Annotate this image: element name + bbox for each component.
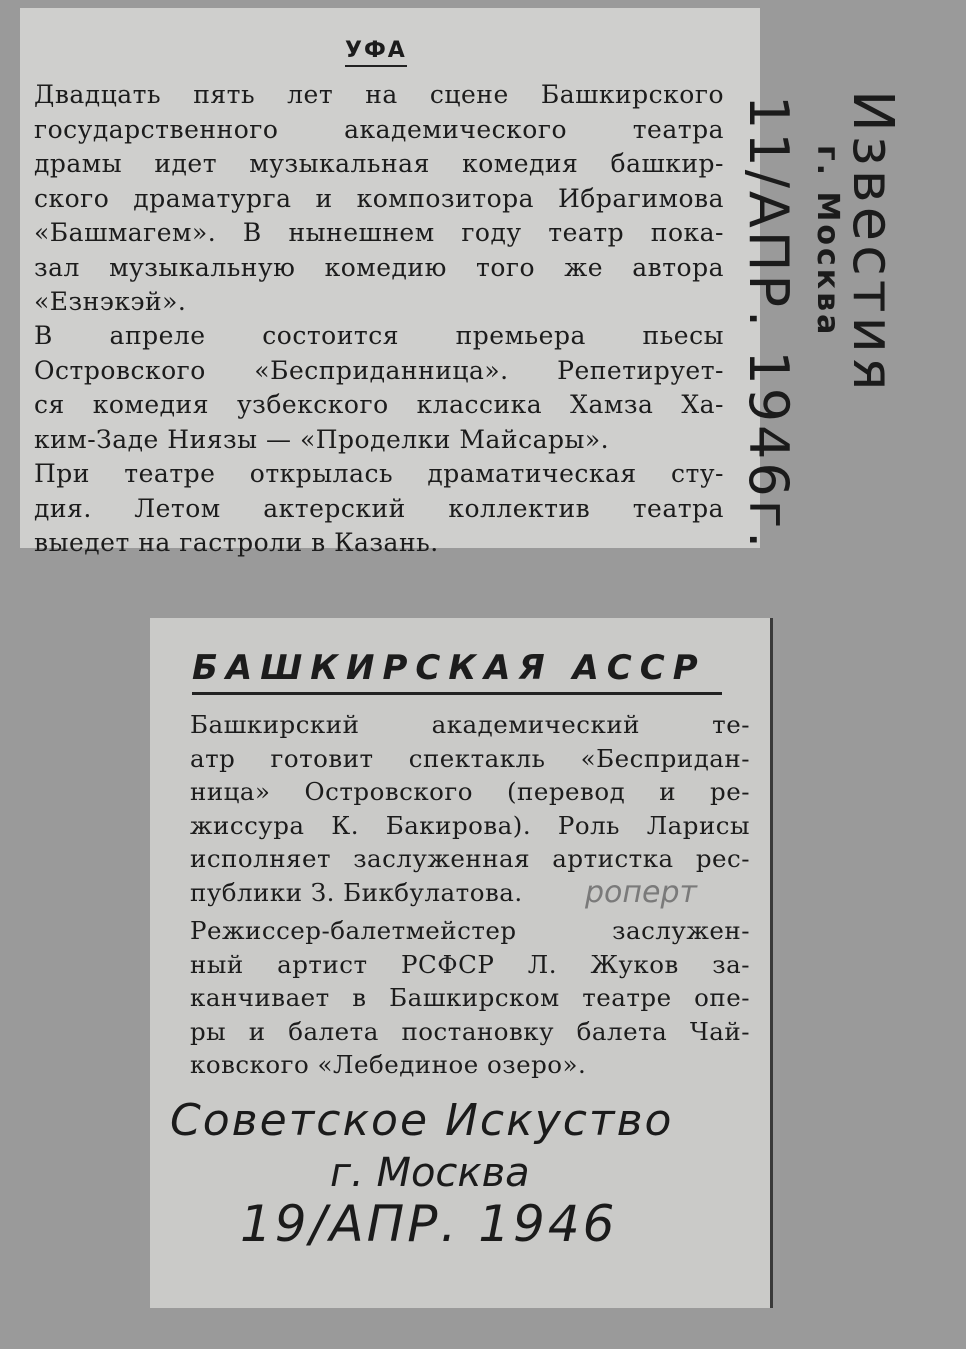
text-line: драмы идет музыкальная комедия башкир- [34,149,724,178]
text-line: зал музыкальную комедию того же автора [34,252,724,282]
text-line: ся комедия узбекского классика Хамза Ха- [34,390,724,419]
text-line: «Башмагем». В нынешнем году театр пока- [34,218,724,247]
text-line: В апреле состоится премьера пьесы [34,321,724,350]
text-line: жиссура К. Бакирова). Роль Ларисы [190,810,750,840]
clipping-paragraph [190,914,750,1082]
handwritten-newspaper-name: Известия [840,90,905,395]
text-line: выедет на гастроли в Казань. [34,528,439,557]
text-line: При театре открылась драматическая сту- [34,459,724,488]
clipping-paragraph [34,78,724,320]
text-line: ный артист РСФСР Л. Жуков за- [190,949,750,979]
text-line: канчивает в Башкирском театре опе- [190,983,750,1012]
text-line: Режиссер-балетмейстер заслужен- [190,916,750,945]
text-line: ница» Островского (перевод и ре- [190,777,750,806]
handwritten-note: роперт [585,875,697,910]
newspaper-clipping-ufa [20,8,760,557]
text-line: ким-Заде Ниязы — «Проделки Майсары». [34,424,610,454]
text-line: дия. Летом актерский коллектив театра [34,493,724,523]
text-line: исполняет заслуженная артистка рес- [190,844,750,873]
text-line: «Езнэкэй». [34,287,187,316]
text-line: ского драматурга и композитора Ибрагимова [34,183,724,213]
text-line: ры и балета постановку балета Чай- [190,1016,750,1046]
text-line: Островского «Бесприданница». Репетирует- [34,355,724,385]
clipping-paragraph [34,457,724,561]
text-line: Башкирский академический те- [190,710,750,739]
handwritten-date: 11/АПР. 1946г. [737,95,800,552]
handwritten-city: г. Москва [810,145,845,338]
handwritten-date: 19/АПР. 1946 [240,1195,618,1253]
handwritten-newspaper-name: Советское Искуство [170,1095,674,1146]
text-line: Двадцать пять лет на сцене Башкирского [34,80,724,109]
text-line: публики З. Бикбулатова. [190,877,523,907]
clipping-heading: БАШКИРСКАЯ АССР [192,648,722,695]
text-line: атр готовит спектакль «Беспридан- [190,743,750,773]
text-line: государственного академического театра [34,114,724,144]
clipping-paragraph [34,319,724,457]
handwritten-city: г. Москва [330,1150,530,1196]
clipping-heading: УФА [345,38,407,67]
text-line: ковского «Лебединое озеро». [190,1050,587,1079]
